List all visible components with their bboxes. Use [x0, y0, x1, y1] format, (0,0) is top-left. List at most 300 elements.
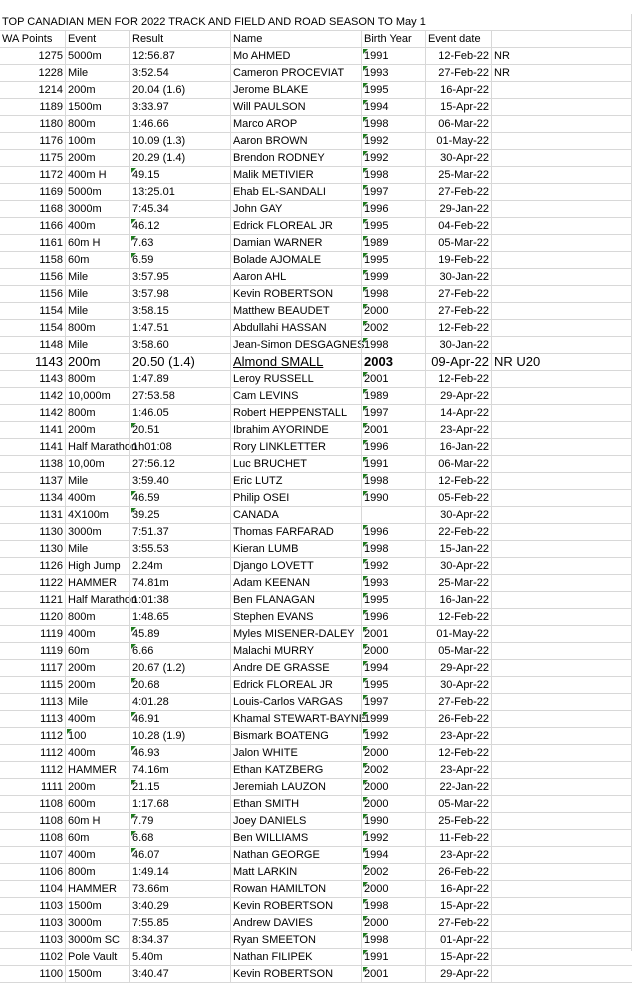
cell-event-date[interactable]: 16-Jan-22	[425, 592, 491, 608]
cell-event[interactable]: 60m	[65, 643, 129, 659]
cell-result[interactable]: 7:51.37	[129, 524, 230, 540]
cell-wa-points[interactable]: 1130	[39, 543, 63, 555]
cell-wa-points[interactable]: 1141	[39, 424, 63, 436]
cell-note[interactable]	[491, 796, 632, 812]
cell-result[interactable]: 3:58.15	[129, 303, 230, 319]
cell-note[interactable]: NR U20	[491, 354, 632, 370]
cell-result[interactable]: 20.04 (1.6)	[129, 82, 230, 98]
cell-note[interactable]	[491, 541, 632, 557]
cell-name[interactable]: Nathan GEORGE	[230, 847, 361, 863]
cell-wa-points[interactable]: 1106	[39, 866, 63, 878]
cell-birth-year[interactable]: 1992	[361, 830, 425, 846]
cell-name[interactable]: Abdullahi HASSAN	[230, 320, 361, 336]
cell-birth-year[interactable]: 1999	[361, 269, 425, 285]
cell-name[interactable]: Andre DE GRASSE	[230, 660, 361, 676]
cell-event-date[interactable]: 27-Feb-22	[425, 184, 491, 200]
cell-note[interactable]	[491, 660, 632, 676]
cell-result[interactable]: 10.28 (1.9)	[129, 728, 230, 744]
cell-event[interactable]: Mile	[65, 473, 129, 489]
cell-birth-year[interactable]: 1994	[361, 660, 425, 676]
cell-result[interactable]: 7:55.85	[129, 915, 230, 931]
cell-birth-year[interactable]: 1989	[361, 235, 425, 251]
cell-note[interactable]	[491, 558, 632, 574]
cell-name[interactable]: Matt LARKIN	[230, 864, 361, 880]
cell-name[interactable]: Nathan FILIPEK	[230, 949, 361, 965]
cell-birth-year[interactable]: 1995	[361, 218, 425, 234]
cell-birth-year[interactable]: 1997	[361, 184, 425, 200]
cell-event[interactable]: Half Marathon	[65, 439, 129, 455]
cell-wa-points[interactable]: 1142	[39, 390, 63, 402]
cell-result[interactable]: 3:57.95	[129, 269, 230, 285]
cell-name[interactable]: Kevin ROBERTSON	[230, 966, 361, 982]
cell-note[interactable]	[491, 711, 632, 727]
cell-event[interactable]: 800m	[65, 371, 129, 387]
cell-birth-year[interactable]: 2000	[361, 779, 425, 795]
cell-birth-year[interactable]: 2002	[361, 762, 425, 778]
cell-event-date[interactable]: 23-Apr-22	[425, 762, 491, 778]
cell-event[interactable]: 4X100m	[65, 507, 129, 523]
cell-name[interactable]: Rory LINKLETTER	[230, 439, 361, 455]
cell-event-date[interactable]: 29-Apr-22	[425, 388, 491, 404]
cell-birth-year[interactable]: 2000	[361, 796, 425, 812]
cell-wa-points[interactable]: 1103	[39, 934, 63, 946]
cell-birth-year[interactable]: 2002	[361, 320, 425, 336]
cell-event-date[interactable]: 23-Apr-22	[425, 422, 491, 438]
cell-name[interactable]: Eric LUTZ	[230, 473, 361, 489]
cell-result[interactable]: 73.66m	[129, 881, 230, 897]
cell-event[interactable]: 3000m SC	[65, 932, 129, 948]
cell-note[interactable]	[491, 167, 632, 183]
cell-name[interactable]: Matthew BEAUDET	[230, 303, 361, 319]
cell-wa-points[interactable]: 1143	[35, 354, 63, 369]
cell-event-date[interactable]: 01-May-22	[425, 626, 491, 642]
cell-wa-points[interactable]: 1112	[40, 730, 63, 742]
cell-result[interactable]: 13:25.01	[129, 184, 230, 200]
cell-result[interactable]: 46.07	[129, 847, 230, 863]
cell-name[interactable]: Ethan KATZBERG	[230, 762, 361, 778]
cell-name[interactable]: Khamal STEWART-BAYNE	[230, 711, 361, 727]
cell-event[interactable]: 400m	[65, 847, 129, 863]
cell-result[interactable]: 3:40.29	[129, 898, 230, 914]
cell-wa-points[interactable]: 1126	[39, 560, 63, 572]
cell-note[interactable]	[491, 388, 632, 404]
cell-event-date[interactable]: 09-Apr-22	[425, 354, 491, 370]
cell-event-date[interactable]: 27-Feb-22	[425, 303, 491, 319]
cell-note[interactable]	[491, 371, 632, 387]
cell-event-date[interactable]: 12-Feb-22	[425, 473, 491, 489]
cell-wa-points[interactable]: 1108	[39, 815, 63, 827]
cell-wa-points[interactable]: 1112	[40, 747, 63, 759]
cell-event[interactable]: Pole Vault	[65, 949, 129, 965]
cell-wa-points[interactable]: 1138	[39, 458, 63, 470]
cell-result[interactable]: 1:47.51	[129, 320, 230, 336]
cell-event[interactable]: Mile	[65, 65, 129, 81]
cell-result[interactable]: 21.15	[129, 779, 230, 795]
cell-note[interactable]	[491, 745, 632, 761]
cell-birth-year[interactable]: 2001	[361, 371, 425, 387]
cell-name[interactable]: Ethan SMITH	[230, 796, 361, 812]
cell-event[interactable]: 60m H	[65, 235, 129, 251]
cell-result[interactable]: 3:52.54	[129, 65, 230, 81]
cell-event[interactable]: Mile	[65, 541, 129, 557]
cell-event-date[interactable]: 29-Apr-22	[425, 966, 491, 982]
cell-birth-year[interactable]: 2000	[361, 745, 425, 761]
cell-name[interactable]: Leroy RUSSELL	[230, 371, 361, 387]
cell-birth-year[interactable]: 1995	[361, 82, 425, 98]
cell-event[interactable]: 200m	[65, 82, 129, 98]
cell-birth-year[interactable]: 1996	[361, 609, 425, 625]
cell-event[interactable]: 1500m	[65, 966, 129, 982]
cell-note[interactable]	[491, 252, 632, 268]
cell-note[interactable]	[491, 473, 632, 489]
cell-wa-points[interactable]: 1134	[39, 492, 63, 504]
cell-note[interactable]	[491, 303, 632, 319]
cell-result[interactable]: 20.29 (1.4)	[129, 150, 230, 166]
cell-result[interactable]: 3:55.53	[129, 541, 230, 557]
cell-name[interactable]: Almond SMALL	[230, 354, 361, 370]
cell-birth-year[interactable]: 1996	[361, 201, 425, 217]
cell-birth-year[interactable]: 1998	[361, 541, 425, 557]
cell-wa-points[interactable]: 1115	[40, 679, 63, 691]
cell-wa-points[interactable]: 1166	[39, 220, 63, 232]
cell-wa-points[interactable]: 1175	[39, 152, 63, 164]
cell-event[interactable]: High Jump	[65, 558, 129, 574]
cell-note[interactable]	[491, 762, 632, 778]
cell-birth-year[interactable]: 1998	[361, 473, 425, 489]
cell-event[interactable]: 800m	[65, 320, 129, 336]
cell-event-date[interactable]: 15-Apr-22	[425, 898, 491, 914]
cell-birth-year[interactable]: 1993	[361, 575, 425, 591]
cell-note[interactable]	[491, 643, 632, 659]
cell-result[interactable]: 6.66	[129, 643, 230, 659]
cell-event[interactable]: HAMMER	[65, 575, 129, 591]
cell-result[interactable]: 3:58.60	[129, 337, 230, 353]
cell-wa-points[interactable]: 1113	[40, 696, 63, 708]
cell-birth-year[interactable]: 2002	[361, 864, 425, 880]
cell-wa-points[interactable]: 1113	[40, 713, 63, 725]
cell-event-date[interactable]: 19-Feb-22	[425, 252, 491, 268]
cell-birth-year[interactable]: 1992	[361, 728, 425, 744]
cell-name[interactable]: Jeremiah LAUZON	[230, 779, 361, 795]
cell-birth-year[interactable]: 1998	[361, 167, 425, 183]
cell-event[interactable]: Mile	[65, 337, 129, 353]
cell-birth-year[interactable]: 1997	[361, 694, 425, 710]
cell-name[interactable]: Ben WILLIAMS	[230, 830, 361, 846]
cell-wa-points[interactable]: 1180	[39, 118, 63, 130]
cell-event[interactable]: 200m	[65, 354, 129, 370]
cell-result[interactable]: 3:59.40	[129, 473, 230, 489]
cell-note[interactable]	[491, 524, 632, 540]
header-event[interactable]: Event	[65, 31, 129, 47]
cell-name[interactable]: Bolade AJOMALE	[230, 252, 361, 268]
cell-event-date[interactable]: 11-Feb-22	[425, 830, 491, 846]
cell-event[interactable]: 5000m	[65, 184, 129, 200]
cell-event-date[interactable]: 23-Apr-22	[425, 847, 491, 863]
cell-result[interactable]: 7.63	[129, 235, 230, 251]
cell-event-date[interactable]: 12-Feb-22	[425, 371, 491, 387]
cell-event-date[interactable]: 12-Feb-22	[425, 745, 491, 761]
cell-name[interactable]: Ryan SMEETON	[230, 932, 361, 948]
cell-event[interactable]: 200m	[65, 677, 129, 693]
cell-event-date[interactable]: 30-Apr-22	[425, 150, 491, 166]
cell-birth-year[interactable]	[361, 507, 425, 523]
cell-birth-year[interactable]: 1999	[361, 711, 425, 727]
cell-event-date[interactable]: 30-Apr-22	[425, 507, 491, 523]
cell-name[interactable]: Louis-Carlos VARGAS	[230, 694, 361, 710]
cell-birth-year[interactable]: 1992	[361, 558, 425, 574]
cell-result[interactable]: 3:33.97	[129, 99, 230, 115]
cell-note[interactable]	[491, 507, 632, 523]
cell-note[interactable]	[491, 235, 632, 251]
cell-birth-year[interactable]: 2000	[361, 643, 425, 659]
cell-event-date[interactable]: 01-May-22	[425, 133, 491, 149]
cell-note[interactable]	[491, 405, 632, 421]
cell-event-date[interactable]: 30-Jan-22	[425, 337, 491, 353]
cell-wa-points[interactable]: 1122	[39, 577, 63, 589]
cell-note[interactable]	[491, 456, 632, 472]
cell-event-date[interactable]: 30-Apr-22	[425, 558, 491, 574]
cell-event-date[interactable]: 29-Jan-22	[425, 201, 491, 217]
cell-note[interactable]	[491, 592, 632, 608]
cell-note[interactable]	[491, 133, 632, 149]
cell-name[interactable]: Thomas FARFARAD	[230, 524, 361, 540]
cell-result[interactable]: 20.50 (1.4)	[129, 354, 230, 370]
cell-wa-points[interactable]: 1111	[40, 781, 63, 793]
cell-event-date[interactable]: 25-Mar-22	[425, 575, 491, 591]
cell-wa-points[interactable]: 1107	[39, 849, 63, 861]
cell-event[interactable]: Mile	[65, 269, 129, 285]
cell-result[interactable]: 5.40m	[129, 949, 230, 965]
cell-wa-points[interactable]: 1168	[39, 203, 63, 215]
cell-birth-year[interactable]: 1998	[361, 116, 425, 132]
cell-result[interactable]: 7:45.34	[129, 201, 230, 217]
cell-wa-points[interactable]: 1158	[39, 254, 63, 266]
cell-name[interactable]: Kieran LUMB	[230, 541, 361, 557]
cell-result[interactable]: 27:53.58	[129, 388, 230, 404]
cell-result[interactable]: 45.89	[129, 626, 230, 642]
cell-event[interactable]: HAMMER	[65, 881, 129, 897]
cell-wa-points[interactable]: 1156	[39, 288, 63, 300]
cell-note[interactable]: NR	[491, 65, 632, 81]
cell-birth-year[interactable]: 1990	[361, 490, 425, 506]
cell-note[interactable]	[491, 439, 632, 455]
cell-note[interactable]	[491, 626, 632, 642]
cell-event[interactable]: 60m H	[65, 813, 129, 829]
cell-event[interactable]: 60m	[65, 830, 129, 846]
cell-wa-points[interactable]: 1141	[39, 441, 63, 453]
cell-event-date[interactable]: 12-Feb-22	[425, 320, 491, 336]
cell-event[interactable]: 60m	[65, 252, 129, 268]
cell-birth-year[interactable]: 2001	[361, 966, 425, 982]
cell-wa-points[interactable]: 1154	[39, 305, 63, 317]
cell-result[interactable]: 46.12	[129, 218, 230, 234]
cell-wa-points[interactable]: 1275	[38, 50, 63, 62]
cell-wa-points[interactable]: 1103	[39, 917, 63, 929]
cell-result[interactable]: 10.09 (1.3)	[129, 133, 230, 149]
cell-event-date[interactable]: 04-Feb-22	[425, 218, 491, 234]
cell-wa-points[interactable]: 1120	[39, 611, 63, 623]
cell-birth-year[interactable]: 1996	[361, 524, 425, 540]
cell-event[interactable]: 800m	[65, 609, 129, 625]
cell-result[interactable]: 12:56.87	[129, 48, 230, 64]
cell-name[interactable]: Adam KEENAN	[230, 575, 361, 591]
cell-wa-points[interactable]: 1176	[39, 135, 63, 147]
cell-name[interactable]: Bismark BOATENG	[230, 728, 361, 744]
cell-note[interactable]	[491, 218, 632, 234]
cell-event[interactable]: 3000m	[65, 201, 129, 217]
cell-event[interactable]: Mile	[65, 694, 129, 710]
cell-note[interactable]	[491, 677, 632, 693]
cell-note[interactable]	[491, 813, 632, 829]
cell-event[interactable]: 10,00m	[65, 456, 129, 472]
cell-wa-points[interactable]: 1119	[40, 645, 63, 657]
cell-wa-points[interactable]: 1103	[39, 900, 63, 912]
cell-wa-points[interactable]: 1169	[39, 186, 63, 198]
cell-note[interactable]	[491, 864, 632, 880]
cell-note[interactable]	[491, 286, 632, 302]
cell-name[interactable]: Robert HEPPENSTALL	[230, 405, 361, 421]
cell-event[interactable]: 800m	[65, 405, 129, 421]
cell-name[interactable]: Philip OSEI	[230, 490, 361, 506]
cell-birth-year[interactable]: 2000	[361, 915, 425, 931]
cell-event[interactable]: 400m	[65, 218, 129, 234]
cell-name[interactable]: Myles MISENER-DALEY	[230, 626, 361, 642]
cell-birth-year[interactable]: 1996	[361, 439, 425, 455]
cell-name[interactable]: Cameron PROCEVIAT	[230, 65, 361, 81]
cell-name[interactable]: Jalon WHITE	[230, 745, 361, 761]
cell-name[interactable]: Malachi MURRY	[230, 643, 361, 659]
cell-event[interactable]: 400m	[65, 711, 129, 727]
cell-name[interactable]: John GAY	[230, 201, 361, 217]
cell-name[interactable]: Malik METIVIER	[230, 167, 361, 183]
header-note[interactable]	[491, 31, 632, 47]
cell-result[interactable]: 1:47.89	[129, 371, 230, 387]
cell-wa-points[interactable]: 1100	[39, 968, 63, 980]
cell-event[interactable]: 200m	[65, 779, 129, 795]
cell-event-date[interactable]: 22-Jan-22	[425, 779, 491, 795]
cell-name[interactable]: Kevin ROBERTSON	[230, 286, 361, 302]
cell-event[interactable]: 400m H	[65, 167, 129, 183]
cell-result[interactable]: 27:56.12	[129, 456, 230, 472]
cell-result[interactable]: 20.51	[129, 422, 230, 438]
cell-name[interactable]: Ehab EL-SANDALI	[230, 184, 361, 200]
cell-event[interactable]: 3000m	[65, 524, 129, 540]
cell-result[interactable]: 74.16m	[129, 762, 230, 778]
header-wa-points[interactable]: WA Points	[2, 33, 53, 45]
cell-event-date[interactable]: 06-Mar-22	[425, 456, 491, 472]
cell-result[interactable]: 20.68	[129, 677, 230, 693]
cell-note[interactable]	[491, 932, 632, 948]
cell-wa-points[interactable]: 1131	[39, 509, 63, 521]
cell-note[interactable]	[491, 150, 632, 166]
cell-birth-year[interactable]: 1998	[361, 898, 425, 914]
cell-result[interactable]: 7.79	[129, 813, 230, 829]
cell-birth-year[interactable]: 1995	[361, 592, 425, 608]
cell-birth-year[interactable]: 1998	[361, 286, 425, 302]
cell-birth-year[interactable]: 1994	[361, 847, 425, 863]
cell-event-date[interactable]: 29-Apr-22	[425, 660, 491, 676]
cell-event[interactable]: 400m	[65, 626, 129, 642]
cell-birth-year[interactable]: 1991	[361, 48, 425, 64]
cell-event-date[interactable]: 12-Feb-22	[425, 48, 491, 64]
cell-name[interactable]: Edrick FLOREAL JR	[230, 218, 361, 234]
cell-name[interactable]: Stephen EVANS	[230, 609, 361, 625]
cell-note[interactable]	[491, 490, 632, 506]
cell-event[interactable]: Mile	[65, 286, 129, 302]
cell-event[interactable]: 100m	[65, 133, 129, 149]
cell-wa-points[interactable]: 1117	[40, 662, 63, 674]
cell-event-date[interactable]: 05-Mar-22	[425, 796, 491, 812]
cell-result[interactable]: 1:17.68	[129, 796, 230, 812]
cell-birth-year[interactable]: 1991	[361, 456, 425, 472]
cell-result[interactable]: 1:46.66	[129, 116, 230, 132]
cell-result[interactable]: 20.67 (1.2)	[129, 660, 230, 676]
cell-name[interactable]: Jerome BLAKE	[230, 82, 361, 98]
header-birth-year[interactable]: Birth Year	[361, 31, 425, 47]
cell-event-date[interactable]: 12-Feb-22	[425, 609, 491, 625]
cell-event[interactable]: 800m	[65, 864, 129, 880]
cell-result[interactable]: 8:34.37	[129, 932, 230, 948]
cell-wa-points[interactable]: 1137	[39, 475, 63, 487]
cell-birth-year[interactable]: 1989	[361, 388, 425, 404]
cell-event-date[interactable]: 26-Feb-22	[425, 864, 491, 880]
cell-event-date[interactable]: 30-Jan-22	[425, 269, 491, 285]
cell-wa-points[interactable]: 1143	[39, 373, 63, 385]
cell-note[interactable]	[491, 847, 632, 863]
cell-event-date[interactable]: 15-Jan-22	[425, 541, 491, 557]
cell-event[interactable]: 5000m	[65, 48, 129, 64]
cell-result[interactable]: 49.15	[129, 167, 230, 183]
cell-note[interactable]	[491, 966, 632, 982]
cell-result[interactable]: 6.59	[129, 252, 230, 268]
cell-name[interactable]: Andrew DAVIES	[230, 915, 361, 931]
cell-birth-year[interactable]: 1995	[361, 677, 425, 693]
cell-birth-year[interactable]: 1994	[361, 99, 425, 115]
cell-event-date[interactable]: 15-Apr-22	[425, 99, 491, 115]
cell-birth-year[interactable]: 1995	[361, 252, 425, 268]
cell-birth-year[interactable]: 1997	[361, 405, 425, 421]
cell-event[interactable]: Mile	[65, 303, 129, 319]
cell-wa-points[interactable]: 1156	[39, 271, 63, 283]
cell-birth-year[interactable]: 2000	[361, 881, 425, 897]
cell-birth-year[interactable]: 1998	[361, 337, 425, 353]
cell-result[interactable]: 46.59	[129, 490, 230, 506]
cell-note[interactable]	[491, 609, 632, 625]
cell-wa-points[interactable]: 1142	[39, 407, 63, 419]
header-result[interactable]: Result	[129, 31, 230, 47]
cell-name[interactable]: Will PAULSON	[230, 99, 361, 115]
header-name[interactable]: Name	[230, 31, 361, 47]
cell-result[interactable]: 1:46.05	[129, 405, 230, 421]
cell-note[interactable]	[491, 949, 632, 965]
cell-event-date[interactable]: 16-Jan-22	[425, 439, 491, 455]
cell-note[interactable]	[491, 337, 632, 353]
cell-event-date[interactable]: 01-Apr-22	[425, 932, 491, 948]
cell-result[interactable]: 3:40.47	[129, 966, 230, 982]
cell-name[interactable]: Aaron BROWN	[230, 133, 361, 149]
cell-event-date[interactable]: 05-Mar-22	[425, 235, 491, 251]
cell-event-date[interactable]: 27-Feb-22	[425, 694, 491, 710]
cell-event[interactable]: 400m	[65, 490, 129, 506]
cell-result[interactable]: 4:01.28	[129, 694, 230, 710]
cell-note[interactable]	[491, 915, 632, 931]
cell-event[interactable]: 1500m	[65, 898, 129, 914]
cell-birth-year[interactable]: 1992	[361, 150, 425, 166]
cell-note[interactable]: NR	[491, 48, 632, 64]
cell-birth-year[interactable]: 2001	[361, 422, 425, 438]
cell-event[interactable]: 1500m	[65, 99, 129, 115]
cell-birth-year[interactable]: 1998	[361, 932, 425, 948]
